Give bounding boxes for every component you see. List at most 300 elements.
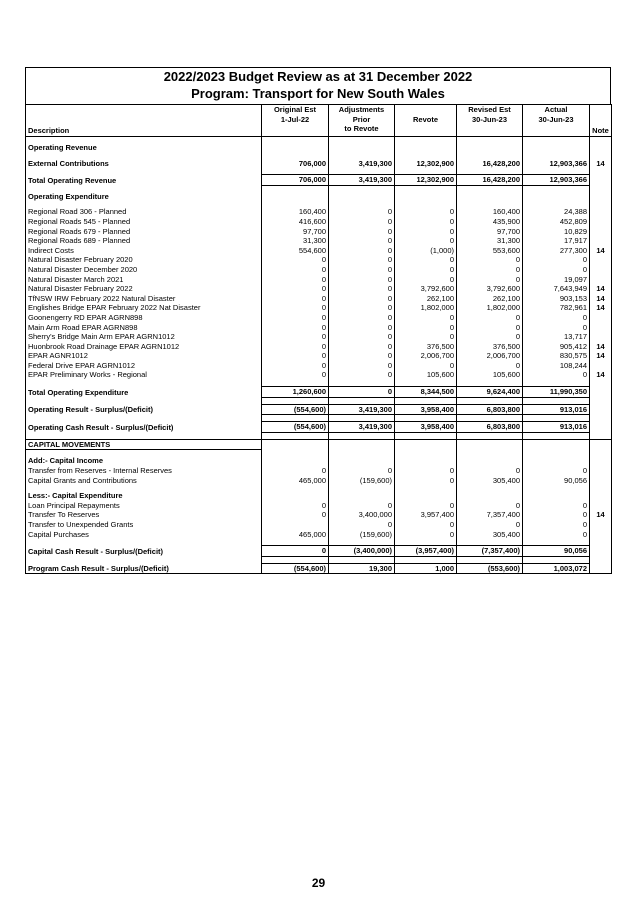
empty-cell <box>457 397 523 404</box>
value-cell: 160,400 <box>262 207 329 217</box>
value-cell <box>262 520 329 530</box>
table-row <box>26 246 612 256</box>
value-cell: (159,600) <box>329 530 395 540</box>
value-cell: 16,428,200 <box>457 175 523 186</box>
value-cell: 0 <box>329 207 395 217</box>
value-cell: 277,300 <box>523 246 590 256</box>
empty-cell <box>523 397 590 404</box>
value-cell: (554,600) <box>262 422 329 433</box>
value-cell: 3,419,300 <box>329 404 395 415</box>
table-row <box>26 342 612 352</box>
table-row <box>26 207 612 217</box>
empty-cell <box>395 439 457 450</box>
row-description: Natural Disaster December 2020 <box>26 265 262 275</box>
value-cell: 12,302,900 <box>395 159 457 169</box>
empty-cell <box>395 491 457 501</box>
note-cell <box>590 265 612 275</box>
empty-cell <box>523 432 590 439</box>
value-cell: 0 <box>329 265 395 275</box>
value-cell: 13,717 <box>523 332 590 342</box>
note-cell <box>590 491 612 501</box>
empty-cell <box>329 192 395 202</box>
value-cell: 0 <box>262 323 329 333</box>
value-cell: 24,388 <box>523 207 590 217</box>
row-description: Total Operating Expenditure <box>26 387 262 398</box>
value-cell: 905,412 <box>523 342 590 352</box>
table-row <box>26 501 612 511</box>
value-cell: 0 <box>395 227 457 237</box>
value-cell: 12,903,366 <box>523 175 590 186</box>
row-description: Federal Drive EPAR AGRN1012 <box>26 361 262 371</box>
row-description: Operating Expenditure <box>26 192 262 202</box>
value-cell: 416,600 <box>262 217 329 227</box>
note-cell <box>590 456 612 466</box>
value-cell: 3,419,300 <box>329 422 395 433</box>
value-cell: 0 <box>262 546 329 557</box>
empty-cell <box>26 415 262 422</box>
value-cell: 0 <box>329 323 395 333</box>
row-description: Main Arm Road EPAR AGRN898 <box>26 323 262 333</box>
header-note: Note <box>590 105 612 137</box>
row-description: CAPITAL MOVEMENTS <box>26 439 262 450</box>
row-description: Capital Grants and Contributions <box>26 476 262 486</box>
row-description: EPAR Preliminary Works - Regional <box>26 370 262 380</box>
value-cell: 0 <box>329 217 395 227</box>
value-cell: 108,244 <box>523 361 590 371</box>
value-cell: 17,917 <box>523 236 590 246</box>
table-row <box>26 236 612 246</box>
value-cell: 0 <box>457 255 523 265</box>
value-cell: 0 <box>329 246 395 256</box>
table-header-row <box>26 105 612 137</box>
table-row <box>26 476 612 486</box>
table-row <box>26 456 612 466</box>
value-cell: 19,300 <box>329 563 395 574</box>
empty-cell <box>395 192 457 202</box>
value-cell: 0 <box>262 510 329 520</box>
spacer-row <box>26 397 612 404</box>
value-cell: 465,000 <box>262 530 329 540</box>
note-cell <box>590 275 612 285</box>
table-row <box>26 143 612 153</box>
note-cell <box>590 439 612 450</box>
value-cell: 0 <box>329 370 395 380</box>
empty-cell <box>457 491 523 501</box>
note-cell: 14 <box>590 294 612 304</box>
header-description: Description <box>26 105 262 137</box>
note-cell <box>590 207 612 217</box>
empty-cell <box>523 415 590 422</box>
value-cell: 376,500 <box>395 342 457 352</box>
value-cell: 8,344,500 <box>395 387 457 398</box>
value-cell: 2,006,700 <box>395 351 457 361</box>
value-cell: 3,400,000 <box>329 510 395 520</box>
value-cell: 90,056 <box>523 476 590 486</box>
note-cell <box>590 227 612 237</box>
value-cell: 3,792,600 <box>395 284 457 294</box>
empty-cell <box>457 556 523 563</box>
title-box <box>25 67 611 104</box>
row-description: Total Operating Revenue <box>26 175 262 186</box>
empty-cell <box>457 415 523 422</box>
empty-cell <box>395 556 457 563</box>
value-cell: 0 <box>523 313 590 323</box>
row-description: TfNSW IRW February 2022 Natural Disaster <box>26 294 262 304</box>
spacer-row <box>26 415 612 422</box>
header-actual: Actual 30-Jun-23 <box>523 105 590 137</box>
value-cell: 452,809 <box>523 217 590 227</box>
value-cell: 0 <box>395 217 457 227</box>
table-row <box>26 294 612 304</box>
value-cell: 3,419,300 <box>329 159 395 169</box>
value-cell: 12,903,366 <box>523 159 590 169</box>
empty-cell <box>262 439 329 450</box>
header-original: Original Est 1-Jul-22 <box>262 105 329 137</box>
table-row <box>26 192 612 202</box>
empty-cell <box>523 491 590 501</box>
row-description: Regional Roads 679 - Planned <box>26 227 262 237</box>
table-row <box>26 466 612 476</box>
empty-cell <box>262 415 329 422</box>
value-cell: 0 <box>457 313 523 323</box>
empty-cell <box>262 456 329 466</box>
value-cell: 0 <box>329 361 395 371</box>
table-row <box>26 404 612 415</box>
empty-cell <box>457 456 523 466</box>
empty-cell <box>329 491 395 501</box>
empty-cell <box>395 415 457 422</box>
note-cell <box>590 387 612 398</box>
row-description: EPAR AGNR1012 <box>26 351 262 361</box>
empty-cell <box>329 397 395 404</box>
value-cell: 0 <box>329 501 395 511</box>
empty-cell <box>590 556 612 563</box>
value-cell: (159,600) <box>329 476 395 486</box>
value-cell: 262,100 <box>395 294 457 304</box>
table-row <box>26 370 612 380</box>
value-cell: 1,802,000 <box>457 303 523 313</box>
value-cell: 782,961 <box>523 303 590 313</box>
value-cell: 0 <box>329 387 395 398</box>
value-cell: 105,600 <box>395 370 457 380</box>
empty-cell <box>262 192 329 202</box>
table-row <box>26 422 612 433</box>
row-description: Operating Cash Result - Surplus/(Deficit) <box>26 422 262 433</box>
note-cell: 14 <box>590 159 612 169</box>
value-cell: 1,802,000 <box>395 303 457 313</box>
note-cell: 14 <box>590 510 612 520</box>
header-revised: Revised Est 30-Jun-23 <box>457 105 523 137</box>
note-cell <box>590 175 612 186</box>
row-description: Goonengerry RD EPAR AGRN898 <box>26 313 262 323</box>
value-cell: 90,056 <box>523 546 590 557</box>
note-cell: 14 <box>590 370 612 380</box>
value-cell: (554,600) <box>262 563 329 574</box>
value-cell: 0 <box>262 361 329 371</box>
note-cell <box>590 476 612 486</box>
value-cell: 0 <box>395 476 457 486</box>
empty-cell <box>26 556 262 563</box>
table-row <box>26 546 612 557</box>
value-cell: 0 <box>329 351 395 361</box>
value-cell: 0 <box>262 294 329 304</box>
spacer-row <box>26 556 612 563</box>
empty-cell <box>590 415 612 422</box>
value-cell: 0 <box>329 294 395 304</box>
note-cell: 14 <box>590 246 612 256</box>
value-cell: 3,958,400 <box>395 422 457 433</box>
table-row <box>26 159 612 169</box>
value-cell: 0 <box>329 236 395 246</box>
empty-cell <box>523 439 590 450</box>
value-cell: 0 <box>262 501 329 511</box>
row-description: Less:- Capital Expenditure <box>26 491 262 501</box>
value-cell: 97,700 <box>457 227 523 237</box>
value-cell: 3,792,600 <box>457 284 523 294</box>
empty-cell <box>262 432 329 439</box>
value-cell: 0 <box>262 342 329 352</box>
row-description: Transfer To Reserves <box>26 510 262 520</box>
value-cell: 435,900 <box>457 217 523 227</box>
table-row <box>26 510 612 520</box>
note-cell <box>590 466 612 476</box>
empty-cell <box>457 192 523 202</box>
value-cell: 0 <box>262 265 329 275</box>
value-cell: 0 <box>457 501 523 511</box>
note-cell <box>590 236 612 246</box>
value-cell: 31,300 <box>262 236 329 246</box>
row-description: Program Cash Result - Surplus/(Deficit) <box>26 563 262 574</box>
value-cell: 553,600 <box>457 246 523 256</box>
empty-cell <box>523 456 590 466</box>
value-cell: 0 <box>395 275 457 285</box>
note-cell <box>590 422 612 433</box>
empty-cell <box>395 456 457 466</box>
empty-cell <box>329 439 395 450</box>
value-cell: 0 <box>262 303 329 313</box>
value-cell: 0 <box>457 323 523 333</box>
value-cell: 3,957,400 <box>395 510 457 520</box>
value-cell: 97,700 <box>262 227 329 237</box>
row-description: Englishes Bridge EPAR February 2022 Nat Disaster <box>26 303 262 313</box>
empty-cell <box>457 143 523 153</box>
table-row <box>26 332 612 342</box>
value-cell: 0 <box>329 303 395 313</box>
empty-cell <box>26 432 262 439</box>
value-cell: 0 <box>329 332 395 342</box>
table-row <box>26 303 612 313</box>
row-description: Operating Result - Surplus/(Deficit) <box>26 404 262 415</box>
value-cell: 2,006,700 <box>457 351 523 361</box>
value-cell: (1,000) <box>395 246 457 256</box>
note-cell: 14 <box>590 284 612 294</box>
value-cell: 7,357,400 <box>457 510 523 520</box>
value-cell: 0 <box>329 284 395 294</box>
note-cell <box>590 520 612 530</box>
note-cell: 14 <box>590 342 612 352</box>
table-row <box>26 175 612 186</box>
note-cell <box>590 217 612 227</box>
note-cell <box>590 143 612 153</box>
value-cell: 1,003,072 <box>523 563 590 574</box>
note-cell <box>590 332 612 342</box>
table-row <box>26 275 612 285</box>
row-description: Operating Revenue <box>26 143 262 153</box>
row-description: Capital Cash Result - Surplus/(Deficit) <box>26 546 262 557</box>
value-cell: 105,600 <box>457 370 523 380</box>
empty-cell <box>395 143 457 153</box>
value-cell: 0 <box>457 466 523 476</box>
value-cell: 1,260,600 <box>262 387 329 398</box>
value-cell: (7,357,400) <box>457 546 523 557</box>
table-row <box>26 313 612 323</box>
table-row <box>26 520 612 530</box>
value-cell: 0 <box>329 255 395 265</box>
value-cell: 3,958,400 <box>395 404 457 415</box>
table-row <box>26 491 612 501</box>
note-cell: 14 <box>590 303 612 313</box>
value-cell: 465,000 <box>262 476 329 486</box>
page-number: 29 <box>311 876 326 890</box>
value-cell: 0 <box>329 520 395 530</box>
table-row <box>26 439 612 450</box>
value-cell: (554,600) <box>262 404 329 415</box>
value-cell: 12,302,900 <box>395 175 457 186</box>
value-cell: 0 <box>395 236 457 246</box>
value-cell: 0 <box>262 255 329 265</box>
note-cell <box>590 530 612 540</box>
value-cell: 0 <box>262 284 329 294</box>
row-description: Loan Principal Repayments <box>26 501 262 511</box>
row-description: Sherry's Bridge Main Arm EPAR AGRN1012 <box>26 332 262 342</box>
empty-cell <box>262 397 329 404</box>
value-cell: 0 <box>262 370 329 380</box>
value-cell: 6,803,800 <box>457 422 523 433</box>
value-cell: 0 <box>523 501 590 511</box>
value-cell: 19,097 <box>523 275 590 285</box>
value-cell: 0 <box>329 313 395 323</box>
value-cell: 0 <box>395 255 457 265</box>
row-description: Regional Roads 689 - Planned <box>26 236 262 246</box>
budget-sheet <box>25 67 611 574</box>
value-cell: 0 <box>395 332 457 342</box>
value-cell: 554,600 <box>262 246 329 256</box>
value-cell: 7,643,949 <box>523 284 590 294</box>
row-description: Capital Purchases <box>26 530 262 540</box>
empty-cell <box>329 143 395 153</box>
value-cell: 9,624,400 <box>457 387 523 398</box>
empty-cell <box>590 397 612 404</box>
value-cell: 3,419,300 <box>329 175 395 186</box>
empty-cell <box>395 432 457 439</box>
table-row <box>26 265 612 275</box>
value-cell: 31,300 <box>457 236 523 246</box>
row-description: Indirect Costs <box>26 246 262 256</box>
value-cell: 0 <box>457 265 523 275</box>
value-cell: 376,500 <box>457 342 523 352</box>
value-cell: 830,575 <box>523 351 590 361</box>
row-description: External Contributions <box>26 159 262 169</box>
table-row <box>26 530 612 540</box>
empty-cell <box>329 415 395 422</box>
empty-cell <box>329 432 395 439</box>
value-cell: 0 <box>262 275 329 285</box>
value-cell: 0 <box>523 370 590 380</box>
row-description: Huonbrook Road Drainage EPAR AGRN1012 <box>26 342 262 352</box>
note-cell <box>590 501 612 511</box>
row-description: Natural Disaster March 2021 <box>26 275 262 285</box>
value-cell: 913,016 <box>523 404 590 415</box>
row-description: Transfer to Unexpended Grants <box>26 520 262 530</box>
value-cell: 0 <box>395 501 457 511</box>
table-row <box>26 563 612 574</box>
table-row <box>26 217 612 227</box>
row-description: Natural Disaster February 2020 <box>26 255 262 265</box>
note-cell <box>590 361 612 371</box>
value-cell: 0 <box>329 227 395 237</box>
report-title: 2022/2023 Budget Review as at 31 December 2022 <box>163 69 473 84</box>
empty-cell <box>26 397 262 404</box>
value-cell: 0 <box>523 265 590 275</box>
value-cell: 262,100 <box>457 294 523 304</box>
empty-cell <box>590 432 612 439</box>
row-description: Regional Roads 545 - Planned <box>26 217 262 227</box>
spacer-row <box>26 432 612 439</box>
value-cell: 0 <box>395 466 457 476</box>
value-cell: 0 <box>395 520 457 530</box>
empty-cell <box>329 556 395 563</box>
value-cell: 0 <box>457 361 523 371</box>
value-cell: 0 <box>523 520 590 530</box>
value-cell: (553,600) <box>457 563 523 574</box>
value-cell: 0 <box>262 313 329 323</box>
value-cell: 0 <box>395 313 457 323</box>
value-cell: 0 <box>457 332 523 342</box>
value-cell: 0 <box>262 351 329 361</box>
value-cell: 6,803,800 <box>457 404 523 415</box>
empty-cell <box>395 397 457 404</box>
empty-cell <box>523 556 590 563</box>
table-row <box>26 361 612 371</box>
value-cell: 16,428,200 <box>457 159 523 169</box>
row-description: Natural Disaster February 2022 <box>26 284 262 294</box>
note-cell <box>590 546 612 557</box>
empty-cell <box>262 491 329 501</box>
row-description: Transfer from Reserves - Internal Reserves <box>26 466 262 476</box>
value-cell: 0 <box>329 342 395 352</box>
note-cell <box>590 563 612 574</box>
value-cell: 0 <box>329 466 395 476</box>
value-cell: 0 <box>457 275 523 285</box>
value-cell: 0 <box>329 275 395 285</box>
value-cell: 0 <box>395 265 457 275</box>
note-cell <box>590 192 612 202</box>
program-title: Program: Transport for New South Wales <box>191 86 445 101</box>
value-cell: 0 <box>523 510 590 520</box>
empty-cell <box>523 192 590 202</box>
note-cell <box>590 404 612 415</box>
value-cell: 160,400 <box>457 207 523 217</box>
value-cell: 11,990,350 <box>523 387 590 398</box>
value-cell: 706,000 <box>262 175 329 186</box>
value-cell: 0 <box>457 520 523 530</box>
note-cell: 14 <box>590 351 612 361</box>
empty-cell <box>457 439 523 450</box>
value-cell: 0 <box>523 323 590 333</box>
table-row <box>26 351 612 361</box>
empty-cell <box>262 556 329 563</box>
value-cell: 0 <box>262 466 329 476</box>
